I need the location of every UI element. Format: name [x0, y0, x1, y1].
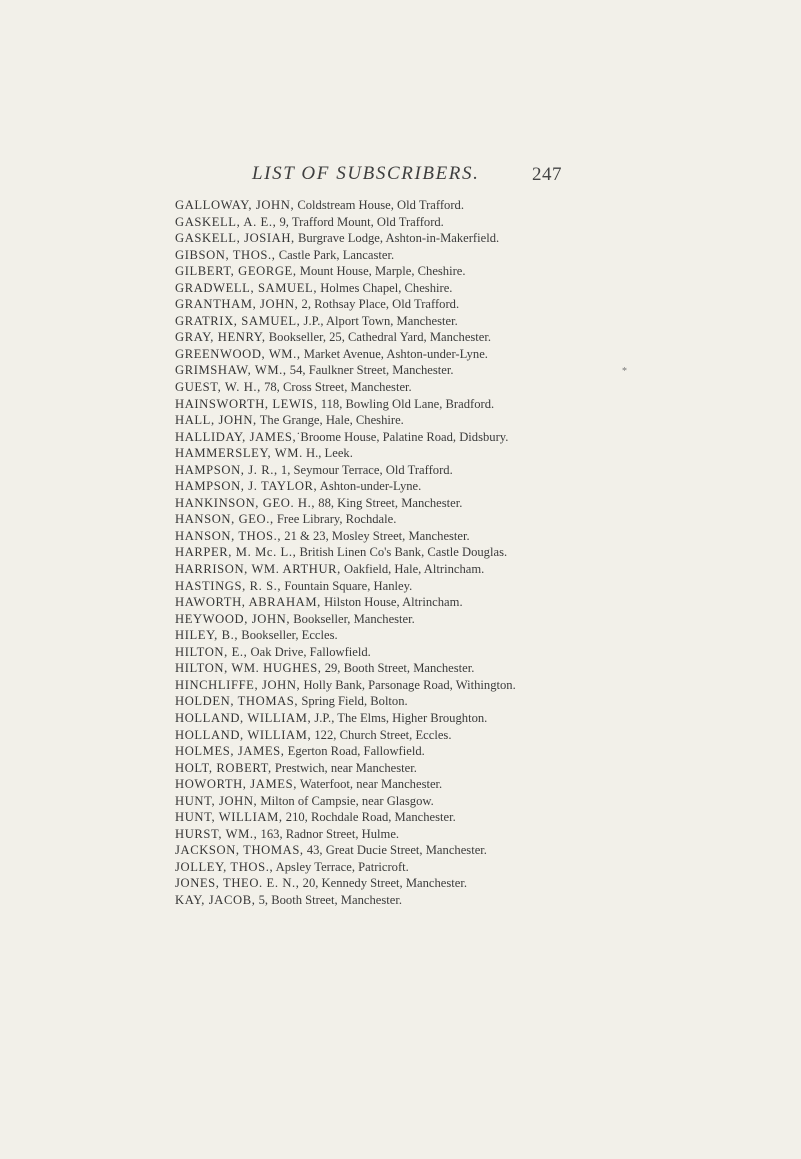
subscriber-name: HUNT, WILLIAM, — [175, 810, 283, 825]
subscriber-name: GRATRIX, SAMUEL, — [175, 313, 301, 328]
subscriber-entry — [175, 214, 775, 231]
subscriber-name: HEYWOOD, JOHN, — [175, 611, 291, 626]
subscriber-name: HILEY, B., — [175, 628, 239, 643]
subscriber-address: 118, Bowling Old Lane, Bradford. — [317, 396, 495, 411]
subscriber-name: GIBSON, THOS., — [175, 247, 276, 262]
subscriber-name: HAINSWORTH, LEWIS, — [175, 396, 318, 411]
subscriber-address: The Grange, Hale, Cheshire. — [256, 413, 404, 428]
subscriber-entry — [175, 329, 775, 346]
subscriber-name: HOLMES, JAMES, — [175, 744, 285, 759]
subscriber-address: Holmes Chapel, Cheshire. — [317, 280, 453, 295]
subscriber-address: Waterfoot, near Manchester. — [296, 777, 443, 792]
subscriber-entry — [175, 247, 775, 264]
subscriber-name: GASKELL, A. E., — [175, 214, 277, 229]
subscriber-name: HOLT, ROBERT, — [175, 760, 272, 775]
subscriber-entry — [175, 197, 775, 214]
subscriber-address: 122, Church Street, Eccles. — [311, 727, 452, 742]
subscriber-name: HAMMERSLEY, WM. — [175, 446, 303, 461]
subscriber-name: HARRISON, WM. ARTHUR, — [175, 562, 341, 577]
subscriber-entry — [175, 362, 775, 379]
subscriber-name: KAY, JACOB, — [175, 892, 256, 907]
subscriber-entry — [175, 296, 775, 313]
subscriber-entry — [175, 561, 775, 578]
subscriber-name: HOLLAND, WILLIAM, — [175, 727, 312, 742]
subscriber-entry — [175, 809, 775, 826]
subscriber-entry — [175, 793, 775, 810]
subscriber-address: Oakfield, Hale, Altrincham. — [340, 562, 485, 577]
subscriber-name: HAWORTH, ABRAHAM, — [175, 595, 321, 610]
subscriber-name: GREENWOOD, WM., — [175, 346, 301, 361]
subscriber-name: HOWORTH, JAMES, — [175, 777, 297, 792]
subscriber-name: HANSON, THOS., — [175, 528, 282, 543]
subscriber-entry — [175, 875, 775, 892]
subscriber-address: Burgrave Lodge, Ashton-in-Makerfield. — [294, 231, 500, 246]
subscriber-entry — [175, 263, 775, 280]
subscriber-entry — [175, 280, 775, 297]
subscriber-entry — [175, 445, 775, 462]
subscriber-address: Oak Drive, Fallowfield. — [247, 644, 371, 659]
subscriber-name: GILBERT, GEORGE, — [175, 264, 297, 279]
subscriber-address: Market Avenue, Ashton-under-Lyne. — [300, 346, 488, 361]
subscriber-address: Holly Bank, Parsonage Road, Withington. — [300, 677, 516, 692]
subscriber-name: HANSON, GEO., — [175, 512, 274, 527]
subscriber-entry — [175, 396, 775, 413]
subscriber-name: JACKSON, THOMAS, — [175, 843, 304, 858]
subscriber-entry — [175, 495, 775, 512]
subscriber-address: J.P., The Elms, Higher Broughton. — [311, 710, 488, 725]
subscriber-entry — [175, 727, 775, 744]
stray-mark: * — [622, 366, 627, 377]
subscriber-address: ˙Broome House, Palatine Road, Didsbury. — [296, 429, 509, 444]
subscriber-entry — [175, 230, 775, 247]
subscriber-address: British Linen Co's Bank, Castle Douglas. — [296, 545, 508, 560]
subscriber-name: GRADWELL, SAMUEL, — [175, 280, 318, 295]
subscriber-address: 5, Booth Street, Manchester. — [255, 892, 403, 907]
subscriber-name: HINCHLIFFE, JOHN, — [175, 677, 301, 692]
subscriber-name: HILTON, WM. HUGHES, — [175, 661, 322, 676]
subscriber-entry — [175, 644, 775, 661]
subscriber-entry — [175, 826, 775, 843]
subscriber-address: Mount House, Marple, Cheshire. — [296, 264, 466, 279]
page-title: LIST OF SUBSCRIBERS. — [252, 163, 480, 184]
subscriber-name: HASTINGS, R. S., — [175, 578, 282, 593]
subscriber-address: 29, Booth Street, Manchester. — [321, 661, 475, 676]
subscriber-name: HAMPSON, J. R., — [175, 462, 278, 477]
subscriber-address: 9, Trafford Mount, Old Trafford. — [276, 214, 444, 229]
subscriber-address: 21 & 23, Mosley Street, Manchester. — [281, 528, 470, 543]
subscriber-entry — [175, 578, 775, 595]
running-head — [0, 163, 801, 187]
subscriber-name: HANKINSON, GEO. H., — [175, 495, 316, 510]
subscriber-entry — [175, 710, 775, 727]
subscriber-address: Fountain Square, Hanley. — [281, 578, 413, 593]
subscriber-entry — [175, 379, 775, 396]
subscriber-name: HUNT, JOHN, — [175, 793, 258, 808]
subscriber-entry — [175, 842, 775, 859]
subscriber-address: Prestwich, near Manchester. — [271, 760, 417, 775]
subscriber-entry — [175, 743, 775, 760]
subscriber-entry — [175, 760, 775, 777]
subscriber-entry — [175, 462, 775, 479]
subscriber-name: HILTON, E., — [175, 644, 248, 659]
subscriber-entry — [175, 429, 775, 446]
subscriber-address: Ashton-under-Lyne. — [317, 479, 422, 494]
subscriber-entry — [175, 611, 775, 628]
subscriber-entry — [175, 660, 775, 677]
subscriber-address: Castle Park, Lancaster. — [275, 247, 395, 262]
subscriber-name: HURST, WM., — [175, 826, 258, 841]
subscriber-entry — [175, 594, 775, 611]
subscriber-address: 1, Seymour Terrace, Old Trafford. — [277, 462, 453, 477]
subscriber-name: JOLLEY, THOS., — [175, 859, 274, 874]
subscriber-entry — [175, 346, 775, 363]
subscriber-address: Spring Field, Bolton. — [298, 694, 408, 709]
subscriber-name: HALLIDAY, JAMES, — [175, 429, 297, 444]
subscriber-address: J.P., Alport Town, Manchester. — [300, 313, 458, 328]
subscriber-entry — [175, 528, 775, 545]
subscriber-address: Bookseller, Eccles. — [238, 628, 338, 643]
subscriber-name: HOLDEN, THOMAS, — [175, 694, 299, 709]
subscriber-address: Hilston House, Altrincham. — [320, 595, 463, 610]
subscriber-name: GRIMSHAW, WM., — [175, 363, 287, 378]
subscriber-name: HOLLAND, WILLIAM, — [175, 710, 312, 725]
subscriber-name: GALLOWAY, JOHN, — [175, 198, 295, 212]
subscriber-address: 210, Rochdale Road, Manchester. — [282, 810, 456, 825]
subscriber-entry — [175, 693, 775, 710]
subscriber-address: 78, Cross Street, Manchester. — [260, 380, 412, 395]
subscriber-entry — [175, 313, 775, 330]
subscriber-entry — [175, 859, 775, 876]
subscriber-address: Milton of Campsie, near Glasgow. — [257, 793, 434, 808]
subscriber-address: Bookseller, Manchester. — [290, 611, 415, 626]
subscriber-entry — [175, 544, 775, 561]
subscriber-entry — [175, 627, 775, 644]
subscriber-name: GASKELL, JOSIAH, — [175, 231, 295, 246]
subscriber-address: Egerton Road, Fallowfield. — [284, 744, 425, 759]
subscriber-address: Coldstream House, Old Trafford. — [294, 198, 464, 212]
subscriber-entry — [175, 478, 775, 495]
subscriber-list — [175, 197, 775, 909]
subscriber-address: 20, Kennedy Street, Manchester. — [299, 876, 468, 891]
subscriber-name: HALL, JOHN, — [175, 413, 257, 428]
subscriber-entry — [175, 511, 775, 528]
subscriber-name: GUEST, W. H., — [175, 380, 261, 395]
subscriber-entry — [175, 412, 775, 429]
subscriber-name: JONES, THEO. E. N., — [175, 876, 300, 891]
subscriber-address: 163, Radnor Street, Hulme. — [257, 826, 400, 841]
page-number: 247 — [532, 164, 562, 185]
subscriber-address: Apsley Terrace, Patricroft. — [273, 859, 409, 874]
subscriber-address: Bookseller, 25, Cathedral Yard, Manchester. — [265, 330, 492, 345]
subscriber-address: 88, King Street, Manchester. — [315, 495, 463, 510]
subscriber-address: 43, Great Ducie Street, Manchester. — [303, 843, 487, 858]
subscriber-name: HARPER, M. Mc. L., — [175, 545, 297, 560]
subscriber-address: 54, Faulkner Street, Manchester. — [286, 363, 454, 378]
subscriber-name: GRANTHAM, JOHN, — [175, 297, 299, 312]
subscriber-name: HAMPSON, J. TAYLOR, — [175, 479, 318, 494]
subscriber-address: H., Leek. — [302, 446, 353, 461]
subscriber-entry — [175, 892, 775, 909]
subscriber-entry — [175, 677, 775, 694]
subscriber-name: GRAY, HENRY, — [175, 330, 266, 345]
subscriber-entry — [175, 776, 775, 793]
subscriber-address: Free Library, Rochdale. — [273, 512, 397, 527]
subscriber-address: 2, Rothsay Place, Old Trafford. — [298, 297, 460, 312]
